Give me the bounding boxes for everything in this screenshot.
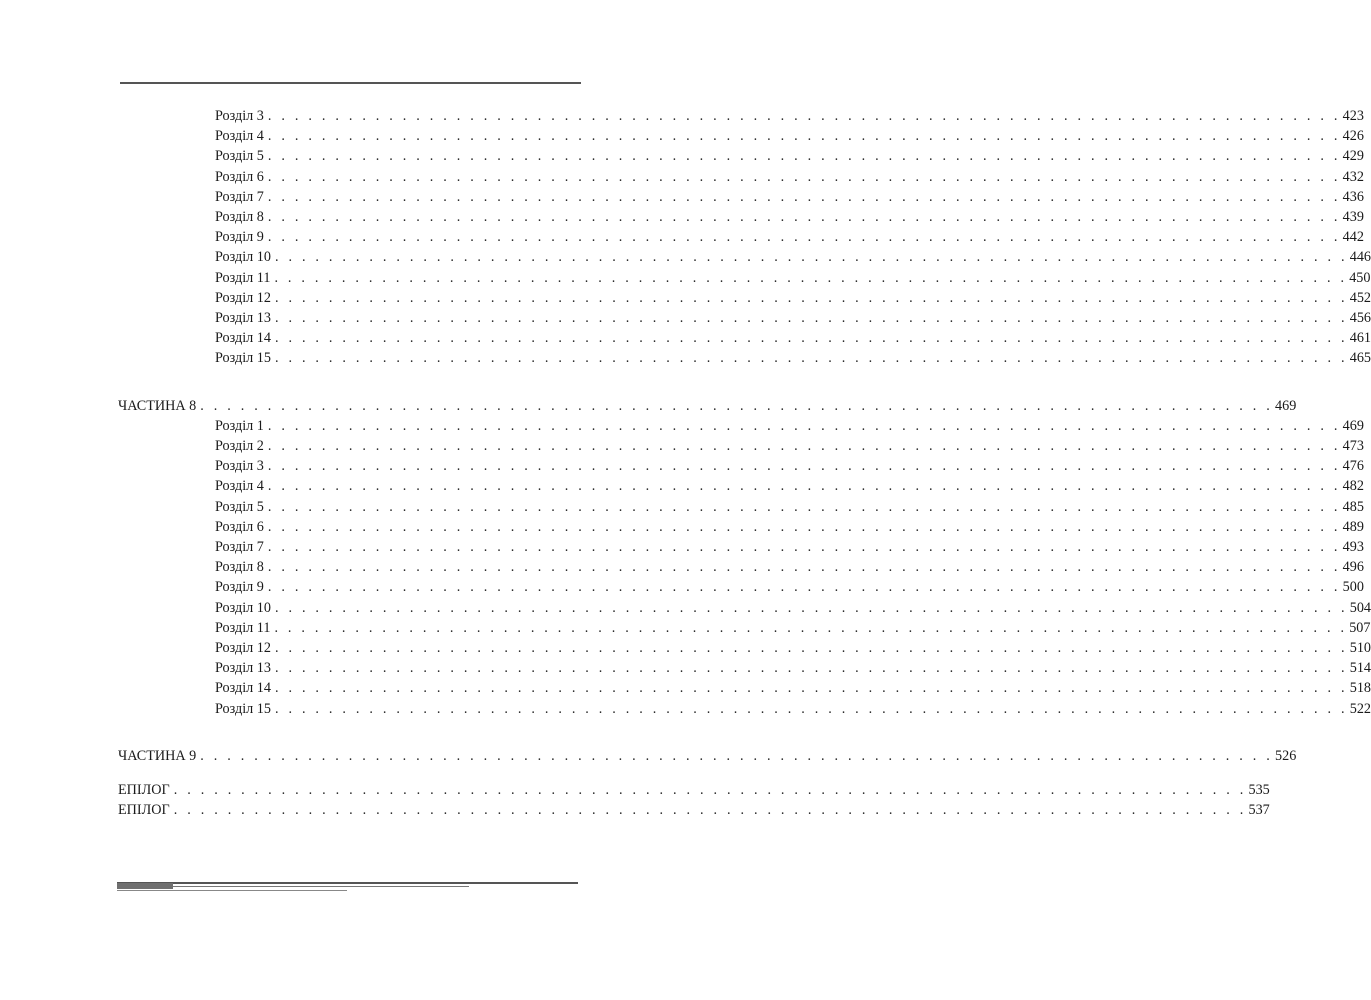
toc-chapter-entry[interactable] (215, 348, 1371, 368)
dot-leader: . . . . . . . . . . . . . . . . . . . . . . . . . . . . . . . . . . . . . . . . . . . . . . . . . . . . . . . . . . . . . . . . . . . . . . . . . . . . . . . . (267, 559, 1341, 576)
toc-chapter-entry[interactable] (215, 557, 1364, 577)
toc-chapter-entry[interactable] (215, 106, 1364, 126)
page-number: 504 (1349, 599, 1371, 616)
dot-leader: . . . . . . . . . . . . . . . . . . . . . . . . . . . . . . . . . . . . . . . . . . . . . . . . . . . . . . . . . . . . . . . . . . . . . . . . . . . . . . . . (274, 680, 1348, 697)
dot-leader: . . . . . . . . . . . . . . . . . . . . . . . . . . . . . . . . . . . . . . . . . . . . . . . . . . . . . . . . . . . . . . . . . . . . . . . . . . . . . . . . (274, 350, 1348, 367)
page-number: 537 (1248, 802, 1270, 818)
page-number: 482 (1342, 478, 1364, 495)
toc-chapter-entry[interactable] (215, 497, 1364, 517)
chapter-title: Розділ 9 (215, 229, 264, 246)
chapter-title: Розділ 14 (215, 680, 271, 697)
toc-chapter-entry[interactable] (215, 227, 1364, 247)
toc-chapter-entry[interactable] (215, 187, 1364, 207)
toc-chapter-entry[interactable] (215, 288, 1371, 308)
page-number: 442 (1342, 229, 1364, 246)
toc-chapter-entry[interactable] (215, 678, 1371, 698)
dot-leader: . . . . . . . . . . . . . . . . . . . . . . . . . . . . . . . . . . . . . . . . . . . . . . . . . . . . . . . . . . . . . . . . . . . . . . . . . . . . . . . . (274, 640, 1348, 656)
chapter-title: Розділ 10 (215, 249, 271, 266)
page-number: 496 (1342, 559, 1364, 576)
dot-leader: . . . . . . . . . . . . . . . . . . . . . . . . . . . . . . . . . . . . . . . . . . . . . . . . . . . . . . . . . . . . . . . . . . . . . . . . . . . . . . . . (267, 438, 1341, 454)
dot-leader: . . . . . . . . . . . . . . . . . . . . . . . . . . . . . . . . . . . . . . . . . . . . . . . . . . . . . . . . . . . . . . . . . . . . . . . . . . . . . . . . (267, 108, 1341, 124)
page-number: 507 (1349, 619, 1371, 636)
chapter-title: Розділ 12 (215, 289, 271, 306)
dot-leader: . . . . . . . . . . . . . . . . . . . . . . . . . . . . . . . . . . . . . . . . . . . . . . . . . . . . . . . . . . . . . . . . . . . . . . . . . . . . . . . . (267, 417, 1341, 434)
chapter-title: Розділ 11 (215, 269, 271, 286)
dot-leader: . . . . . . . . . . . . . . . . . . . . . . . . . . . . . . . . . . . . . . . . . . . . . . . . . . . . . . . . . . . . . . . . . . . . . . . . . . . . . . . . (200, 397, 1274, 414)
toc-chapter-entry[interactable] (215, 247, 1371, 267)
dot-leader: . . . . . . . . . . . . . . . . . . . . . . . . . . . . . . . . . . . . . . . . . . . . . . . . . . . . . . . . . . . . . . . . . . . . . . . . . . . . . . . . (274, 310, 1348, 326)
chapter-title: Розділ 6 (215, 518, 264, 535)
chapter-title: Розділ 7 (215, 188, 264, 205)
chapter-title: Розділ 15 (215, 700, 271, 717)
dot-leader: . . . . . . . . . . . . . . . . . . . . . . . . . . . . . . . . . . . . . . . . . . . . . . . . . . . . . . . . . . . . . . . . . . . . . . . . . . . . . . . . (274, 269, 1348, 286)
page-number: 500 (1342, 579, 1364, 596)
chapter-title: Розділ 5 (215, 498, 264, 515)
chapter-title: Розділ 6 (215, 168, 264, 185)
toc-chapter-entry[interactable] (215, 328, 1371, 348)
page-number: 476 (1342, 458, 1364, 475)
chapter-title: Розділ 4 (215, 128, 264, 145)
toc-chapter-entry[interactable] (215, 699, 1371, 719)
chapter-title: Розділ 7 (215, 539, 264, 555)
toc-chapter-entry[interactable] (215, 476, 1364, 496)
dot-leader: . . . . . . . . . . . . . . . . . . . . . . . . . . . . . . . . . . . . . . . . . . . . . . . . . . . . . . . . . . . . . . . . . . . . . . . . . . . . . . . . (267, 168, 1341, 185)
page-number: 446 (1349, 249, 1371, 266)
chapter-title: Розділ 8 (215, 559, 264, 576)
toc-chapter-entry[interactable] (215, 658, 1371, 678)
toc-part-heading[interactable] (118, 396, 1297, 416)
toc-chapter-entry[interactable] (215, 207, 1364, 227)
page-number: 461 (1349, 330, 1371, 347)
page-number: 450 (1349, 269, 1371, 286)
page-number: 423 (1342, 108, 1364, 124)
toc-chapter-entry[interactable] (215, 537, 1364, 557)
chapter-title: Розділ 2 (215, 438, 264, 454)
toc-chapter-entry[interactable] (215, 598, 1371, 618)
dot-leader: . . . . . . . . . . . . . . . . . . . . . . . . . . . . . . . . . . . . . . . . . . . . . . . . . . . . . . . . . . . . . . . . . . . . . . . . . . . . . . . . (274, 599, 1348, 616)
page-number: 436 (1342, 188, 1364, 205)
toc-chapter-entry[interactable] (215, 167, 1364, 187)
dot-leader: . . . . . . . . . . . . . . . . . . . . . . . . . . . . . . . . . . . . . . . . . . . . . . . . . . . . . . . . . . . . . . . . . . . . . . . . . . . . . . . . (267, 498, 1341, 515)
dot-leader: . . . . . . . . . . . . . . . . . . . . . . . . . . . . . . . . . . . . . . . . . . . . . . . . . . . . . . . . . . . . . . . . . . . . . . . . . . . . . . . . (267, 188, 1341, 205)
page-number: 514 (1349, 660, 1371, 677)
page-number: 426 (1342, 128, 1364, 145)
page-number: 522 (1349, 700, 1371, 717)
dot-leader: . . . . . . . . . . . . . . . . . . . . . . . . . . . . . . . . . . . . . . . . . . . . . . . . . . . . . . . . . . . . . . . . . . . . . . . . . . . . . . . . (267, 128, 1341, 145)
page-number: 518 (1349, 680, 1371, 697)
page-number: 526 (1275, 747, 1297, 764)
toc-chapter-entry[interactable] (215, 456, 1364, 476)
toc-chapter-entry[interactable] (215, 517, 1364, 537)
toc-chapter-entry[interactable] (215, 577, 1364, 597)
page-number: 493 (1342, 539, 1364, 555)
dot-leader: . . . . . . . . . . . . . . . . . . . . . . . . . . . . . . . . . . . . . . . . . . . . . . . . . . . . . . . . . . . . . . . . . . . . . . . . . . . . . . . . (267, 148, 1341, 165)
chapter-title: Розділ 4 (215, 478, 264, 495)
page-number: 432 (1342, 168, 1364, 185)
toc-chapter-entry[interactable] (215, 126, 1364, 146)
page-number: 465 (1349, 350, 1371, 367)
chapter-title: Розділ 8 (215, 209, 264, 225)
dot-leader: . . . . . . . . . . . . . . . . . . . . . . . . . . . . . . . . . . . . . . . . . . . . . . . . . . . . . . . . . . . . . . . . . . . . . . . . . . . . . . . . (274, 619, 1348, 636)
dot-leader: . . . . . . . . . . . . . . . . . . . . . . . . . . . . . . . . . . . . . . . . . . . . . . . . . . . . . . . . . . . . . . . . . . . . . . . . . . . . . . . . (173, 781, 1247, 798)
dot-leader: . . . . . . . . . . . . . . . . . . . . . . . . . . . . . . . . . . . . . . . . . . . . . . . . . . . . . . . . . . . . . . . . . . . . . . . . . . . . . . . . (274, 289, 1348, 306)
toc-chapter-entry[interactable] (215, 268, 1371, 288)
dot-leader: . . . . . . . . . . . . . . . . . . . . . . . . . . . . . . . . . . . . . . . . . . . . . . . . . . . . . . . . . . . . . . . . . . . . . . . . . . . . . . . . (173, 802, 1247, 818)
page-number: 489 (1342, 518, 1364, 535)
page-number: 469 (1342, 417, 1364, 434)
toc-chapter-entry[interactable] (215, 308, 1371, 328)
dot-leader: . . . . . . . . . . . . . . . . . . . . . . . . . . . . . . . . . . . . . . . . . . . . . . . . . . . . . . . . . . . . . . . . . . . . . . . . . . . . . . . . (274, 660, 1348, 677)
chapter-title: Розділ 10 (215, 599, 271, 616)
chapter-title: Розділ 11 (215, 619, 271, 636)
chapter-title: Розділ 9 (215, 579, 264, 596)
dot-leader: . . . . . . . . . . . . . . . . . . . . . . . . . . . . . . . . . . . . . . . . . . . . . . . . . . . . . . . . . . . . . . . . . . . . . . . . . . . . . . . . (274, 249, 1348, 266)
page-number: 510 (1349, 640, 1371, 656)
chapter-title: Розділ 3 (215, 458, 264, 475)
page-number: 473 (1342, 438, 1364, 454)
page-number: 535 (1248, 781, 1270, 798)
dot-leader: . . . . . . . . . . . . . . . . . . . . . . . . . . . . . . . . . . . . . . . . . . . . . . . . . . . . . . . . . . . . . . . . . . . . . . . . . . . . . . . . (267, 229, 1341, 246)
page-number: 456 (1349, 310, 1371, 326)
toc-chapter-entry[interactable] (215, 638, 1371, 658)
toc-part-heading[interactable] (118, 800, 1270, 820)
dot-leader: . . . . . . . . . . . . . . . . . . . . . . . . . . . . . . . . . . . . . . . . . . . . . . . . . . . . . . . . . . . . . . . . . . . . . . . . . . . . . . . . (274, 700, 1348, 717)
toc-chapter-entry[interactable] (215, 618, 1371, 638)
toc-part-heading[interactable] (118, 746, 1297, 766)
page-number: 429 (1342, 148, 1364, 165)
chapter-title: Розділ 13 (215, 310, 271, 326)
dot-leader: . . . . . . . . . . . . . . . . . . . . . . . . . . . . . . . . . . . . . . . . . . . . . . . . . . . . . . . . . . . . . . . . . . . . . . . . . . . . . . . . (267, 209, 1341, 225)
chapter-title: Розділ 5 (215, 148, 264, 165)
page-number: 469 (1275, 397, 1297, 414)
toc-part-heading[interactable] (118, 780, 1270, 800)
chapter-title: Розділ 12 (215, 640, 271, 656)
toc-chapter-entry[interactable] (215, 416, 1364, 436)
part-title: ЕПІЛОГ (118, 781, 170, 798)
dot-leader: . . . . . . . . . . . . . . . . . . . . . . . . . . . . . . . . . . . . . . . . . . . . . . . . . . . . . . . . . . . . . . . . . . . . . . . . . . . . . . . . (200, 747, 1274, 764)
part-title: ЧАСТИНА 8 (118, 397, 197, 414)
dot-leader: . . . . . . . . . . . . . . . . . . . . . . . . . . . . . . . . . . . . . . . . . . . . . . . . . . . . . . . . . . . . . . . . . . . . . . . . . . . . . . . . (267, 579, 1341, 596)
dot-leader: . . . . . . . . . . . . . . . . . . . . . . . . . . . . . . . . . . . . . . . . . . . . . . . . . . . . . . . . . . . . . . . . . . . . . . . . . . . . . . . . (267, 458, 1341, 475)
chapter-title: Розділ 14 (215, 330, 271, 347)
toc-chapter-entry[interactable] (215, 146, 1364, 166)
page-number: 452 (1349, 289, 1371, 306)
dot-leader: . . . . . . . . . . . . . . . . . . . . . . . . . . . . . . . . . . . . . . . . . . . . . . . . . . . . . . . . . . . . . . . . . . . . . . . . . . . . . . . . (274, 330, 1348, 347)
dot-leader: . . . . . . . . . . . . . . . . . . . . . . . . . . . . . . . . . . . . . . . . . . . . . . . . . . . . . . . . . . . . . . . . . . . . . . . . . . . . . . . . (267, 518, 1341, 535)
dot-leader: . . . . . . . . . . . . . . . . . . . . . . . . . . . . . . . . . . . . . . . . . . . . . . . . . . . . . . . . . . . . . . . . . . . . . . . . . . . . . . . . (267, 478, 1341, 495)
part-title: ЧАСТИНА 9 (118, 747, 197, 764)
part-title: ЕПІЛОГ (118, 802, 170, 818)
toc-chapter-entry[interactable] (215, 436, 1364, 456)
page-number: 439 (1342, 209, 1364, 225)
chapter-title: Розділ 3 (215, 108, 264, 124)
chapter-title: Розділ 13 (215, 660, 271, 677)
chapter-title: Розділ 1 (215, 417, 264, 434)
chapter-title: Розділ 15 (215, 350, 271, 367)
page-number: 485 (1342, 498, 1364, 515)
dot-leader: . . . . . . . . . . . . . . . . . . . . . . . . . . . . . . . . . . . . . . . . . . . . . . . . . . . . . . . . . . . . . . . . . . . . . . . . . . . . . . . . (267, 539, 1341, 555)
